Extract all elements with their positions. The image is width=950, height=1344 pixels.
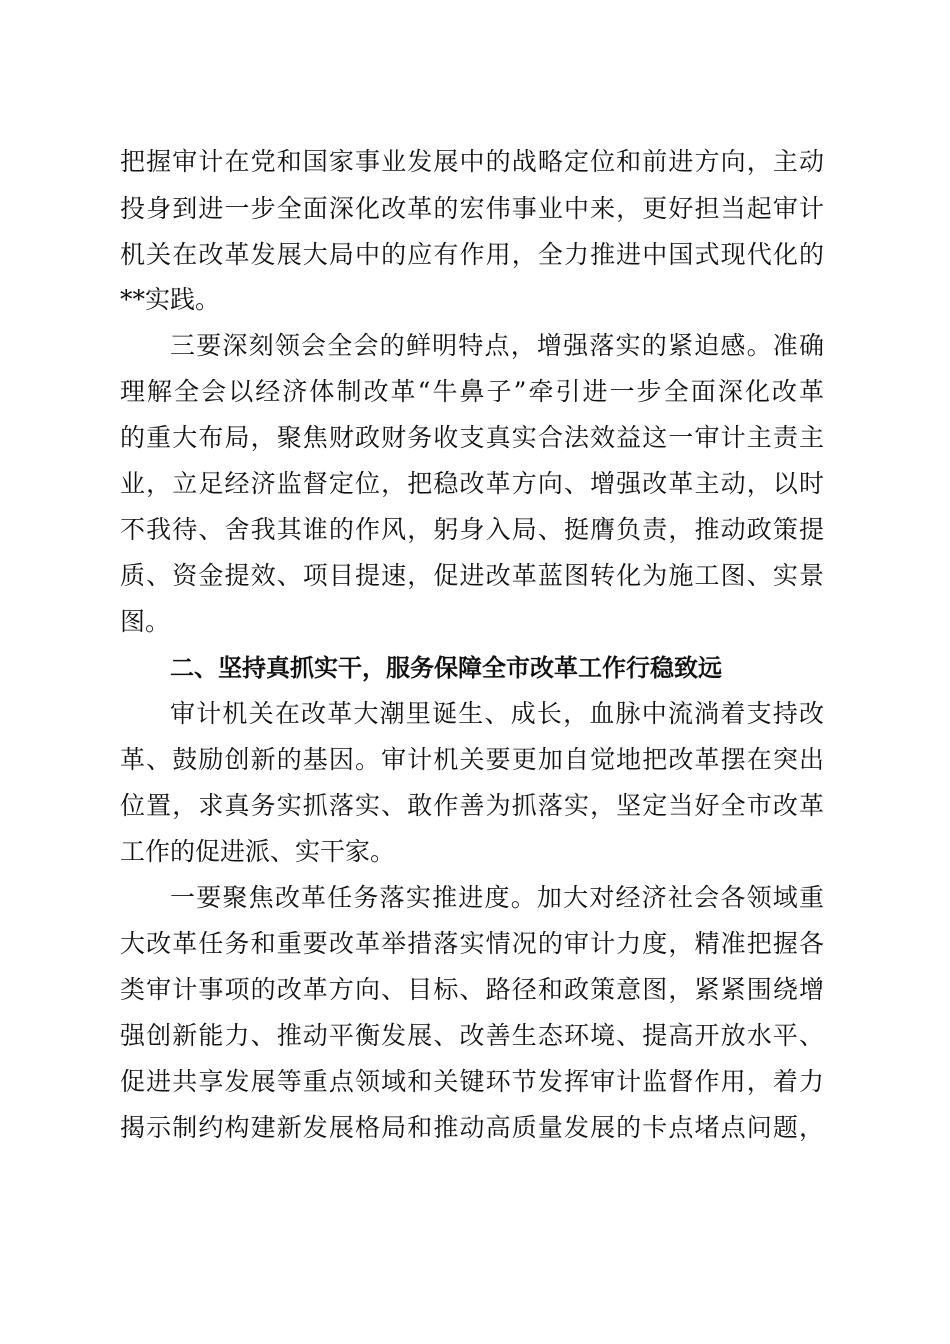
paragraph-line: 图。 bbox=[120, 607, 171, 636]
paragraph-line: **实践。 bbox=[120, 285, 221, 314]
paragraph-line: 革、鼓励创新的基因。审计机关要更加自觉地把改革摆在突出 bbox=[120, 745, 824, 774]
paragraph-line: 强创新能力、推动平衡发展、改善生态环境、提高开放水平、 bbox=[120, 1021, 824, 1050]
paragraph-line: 理解全会以经济体制改革“牛鼻子”牵引进一步全面深化改革 bbox=[120, 377, 824, 406]
paragraph-line: 的重大布局，聚焦财政财务收支真实合法效益这一审计主责主 bbox=[120, 423, 824, 452]
paragraph-line: 投身到进一步全面深化改革的宏伟事业中来，更好担当起审计 bbox=[120, 194, 824, 223]
paragraph-line: 机关在改革发展大局中的应有作用，全力推进中国式现代化的 bbox=[120, 240, 824, 269]
section-heading: 二、坚持真抓实干，服务保障全市改革工作行稳致远 bbox=[170, 654, 722, 682]
paragraph-line: 类审计事项的改革方向、目标、路径和政策意图，紧紧围绕增 bbox=[120, 975, 824, 1004]
paragraph-line: 业，立足经济监督定位，把稳改革方向、增强改革主动，以时 bbox=[120, 469, 824, 498]
paragraph-line: 促进共享发展等重点领域和关键环节发挥审计监督作用，着力 bbox=[120, 1067, 824, 1096]
paragraph-line: 一要聚焦改革任务落实推进度。加大对经济社会各领域重 bbox=[170, 883, 824, 912]
paragraph-line: 大改革任务和重要改革举措落实情况的审计力度，精准把握各 bbox=[120, 929, 824, 958]
paragraph-line: 不我待、舍我其谁的作风，躬身入局、挺膺负责，推动政策提 bbox=[120, 515, 824, 544]
paragraph-line: 工作的促进派、实干家。 bbox=[120, 837, 396, 866]
paragraph-line: 揭示制约构建新发展格局和推动高质量发展的卡点堵点问题， bbox=[120, 1113, 824, 1142]
paragraph-line: 位置，求真务实抓落实、敢作善为抓落实，坚定当好全市改革 bbox=[120, 791, 824, 820]
paragraph-line: 质、资金提效、项目提速，促进改革蓝图转化为施工图、实景 bbox=[120, 561, 824, 590]
paragraph-line: 三要深刻领会全会的鲜明特点，增强落实的紧迫感。准确 bbox=[170, 331, 824, 360]
paragraph-line: 把握审计在党和国家事业发展中的战略定位和前进方向，主动 bbox=[120, 147, 824, 176]
paragraph-line: 审计机关在改革大潮里诞生、成长，血脉中流淌着支持改 bbox=[170, 699, 824, 728]
